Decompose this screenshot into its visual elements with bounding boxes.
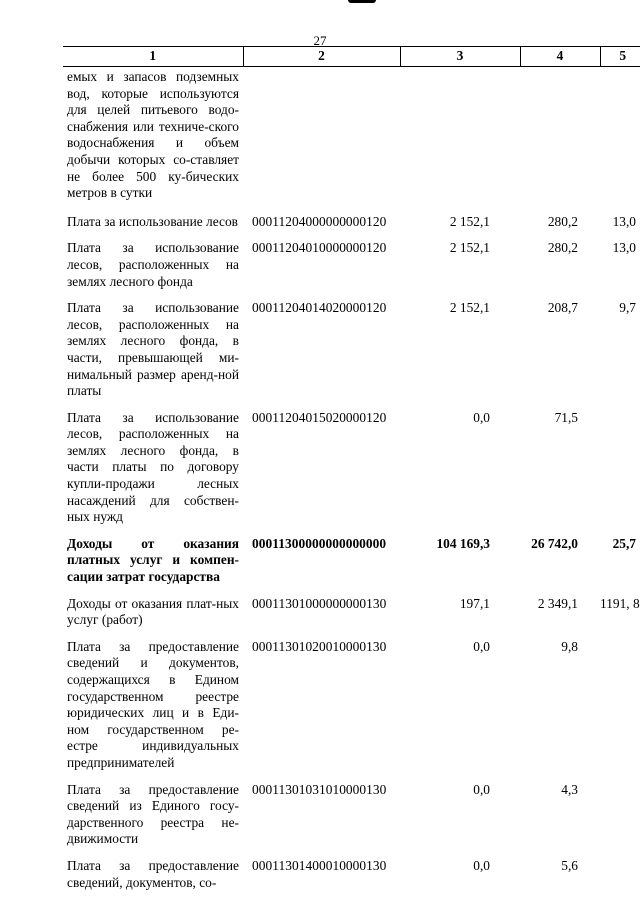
row-value-col3: 0,0 bbox=[473, 409, 490, 425]
header-col-3: 3 bbox=[400, 47, 520, 67]
row-value-col4: 2 349,1 bbox=[537, 595, 578, 611]
row-value-col5: 1191, 8 bbox=[600, 595, 640, 611]
table-row bbox=[63, 300, 640, 410]
row-name: Доходы от оказания платных услуг и компен-сации затрат государства bbox=[67, 535, 239, 585]
row-code: 00011204010000000120 bbox=[252, 240, 387, 256]
row-value-col5 bbox=[600, 410, 640, 536]
row-value-col4: 208,7 bbox=[547, 300, 578, 316]
table-row bbox=[63, 858, 640, 901]
row-value-col3: 104 169,3 bbox=[436, 535, 490, 551]
row-code: 00011204000000000120 bbox=[252, 213, 387, 229]
table-row bbox=[63, 410, 640, 536]
continuation-row bbox=[63, 67, 640, 214]
header-col-4: 4 bbox=[520, 47, 600, 67]
table-row bbox=[63, 214, 640, 241]
row-value-col3: 0,0 bbox=[473, 638, 490, 654]
row-value-col3: 2 152,1 bbox=[449, 300, 490, 316]
row-code: 00011301000000000130 bbox=[252, 595, 387, 611]
row-value-col3: 2 152,1 bbox=[449, 213, 490, 229]
header-col-5: 5 bbox=[600, 47, 640, 67]
row-value-col5: 13,0 bbox=[612, 213, 636, 229]
row-code: 00011204015020000120 bbox=[252, 409, 387, 425]
budget-table bbox=[63, 46, 640, 901]
row-name: Плата за предоставление сведений и документов, содержащихся в Едином государственном реестре юридических лиц и в Еди-ном государственном ре-естре индивидуальных предпринимателей bbox=[67, 638, 239, 770]
row-name: Плата за использование лесов bbox=[67, 213, 238, 229]
row-value-col4: 26 742,0 bbox=[531, 535, 578, 551]
row-value-col5 bbox=[600, 858, 640, 901]
header-col-2: 2 bbox=[243, 47, 400, 67]
continuation-text: емых и запасов подземных вод, которые используются для целей питьевого водо-снабжения или техниче-ского водоснабжения и объем добычи которых со-ставляет не более 500 ку-бических метров в сутки bbox=[67, 69, 239, 201]
table-row bbox=[63, 536, 640, 596]
header-col-1: 1 bbox=[63, 47, 243, 67]
row-name: Плата за использование лесов, расположенных на землях лесного фонда bbox=[67, 240, 239, 289]
row-value-col4: 4,3 bbox=[561, 781, 578, 797]
header-row bbox=[63, 47, 640, 67]
row-value-col4: 5,6 bbox=[561, 857, 578, 873]
row-name: Плата за использование лесов, расположенных на землях лесного фонда, в части, превышающей ми-нимальный размер аренд-ной платы bbox=[67, 300, 239, 399]
row-code: 00011301031010000130 bbox=[252, 781, 387, 797]
row-value-col5 bbox=[600, 782, 640, 858]
row-value-col5: 25,7 bbox=[612, 535, 636, 551]
row-code: 00011204014020000120 bbox=[252, 300, 387, 316]
row-name: Доходы от оказания плат-ных услуг (работ) bbox=[67, 595, 239, 628]
row-value-col3: 197,1 bbox=[459, 595, 490, 611]
row-value-col5 bbox=[600, 639, 640, 782]
table-row bbox=[63, 639, 640, 782]
row-value-col4: 71,5 bbox=[554, 409, 578, 425]
row-name: Плата за предоставление сведений из Единого госу-дарственного реестра не-движимости bbox=[67, 781, 239, 847]
page-number: 27 bbox=[313, 33, 327, 48]
row-value-col3: 2 152,1 bbox=[449, 240, 490, 256]
row-name: Плата за использование лесов, расположенных на землях лесного фонда, в части платы по договору купли-продажи лесных насаждений для собствен-ных нужд bbox=[67, 409, 239, 525]
row-code: 00011301020010000130 bbox=[252, 638, 387, 654]
row-value-col4: 9,8 bbox=[561, 638, 578, 654]
row-code: 00011301400010000130 bbox=[252, 857, 387, 873]
scan-mark bbox=[348, 0, 376, 3]
row-code: 00011300000000000000 bbox=[252, 535, 387, 551]
row-value-col5: 9,7 bbox=[619, 300, 636, 316]
row-value-col3: 0,0 bbox=[473, 781, 490, 797]
table-row bbox=[63, 240, 640, 300]
row-value-col5: 13,0 bbox=[612, 240, 636, 256]
row-value-col4: 280,2 bbox=[547, 213, 578, 229]
table-row bbox=[63, 596, 640, 639]
row-value-col3: 0,0 bbox=[473, 857, 490, 873]
row-value-col4: 280,2 bbox=[547, 240, 578, 256]
row-name: Плата за предоставление сведений, документов, со- bbox=[67, 857, 239, 890]
table-row bbox=[63, 782, 640, 858]
